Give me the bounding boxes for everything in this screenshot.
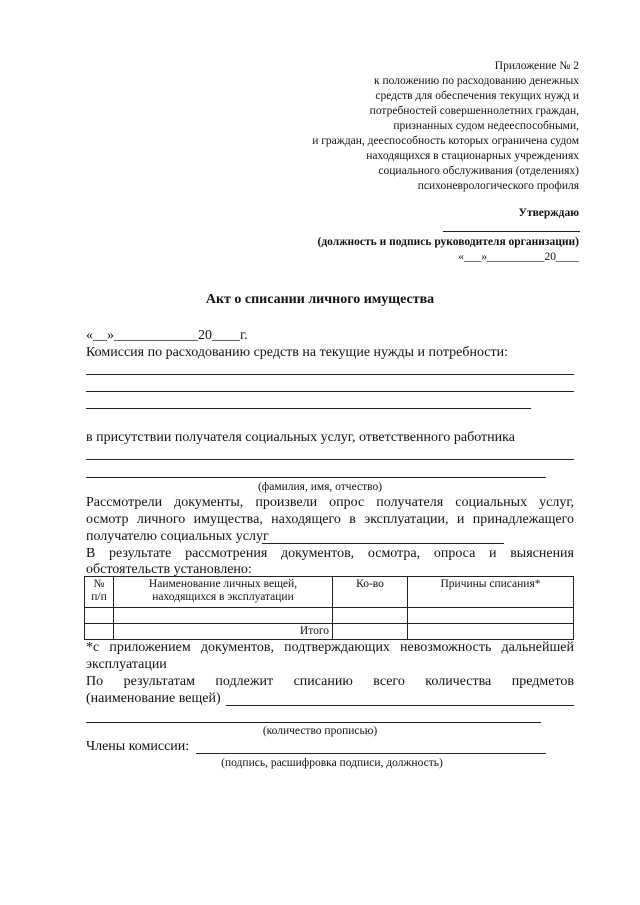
act-date: «__»____________20____г. <box>86 328 248 343</box>
footnote-line-2: эксплуатации <box>86 657 167 672</box>
header-num-line: п/п <box>91 591 107 603</box>
table-header-row <box>85 577 574 608</box>
blank-line <box>86 722 541 723</box>
reviewed-line-2: осмотр личного имущества, находящего в эксплуатации, и принадлежащего <box>86 512 574 527</box>
appendix-line: признанных судом недееспособными, <box>393 120 579 132</box>
writeoff-line-2: (наименование вещей) <box>86 691 221 706</box>
blank-line <box>86 374 574 375</box>
appendix-line: потребностей совершеннолетних граждан, <box>369 105 579 117</box>
blank-line <box>86 459 574 460</box>
document-title: Акт о списании личного имущества <box>205 292 435 307</box>
reviewed-line-1: Рассмотрели документы, произвели опрос получателя социальных услуг, <box>86 495 574 510</box>
members-signature-line <box>196 753 546 754</box>
table-cell <box>85 624 114 640</box>
header-name <box>114 577 333 608</box>
reviewed-line-3: получателю социальных услуг <box>86 529 269 544</box>
items-table <box>84 576 574 640</box>
blank-line <box>262 543 504 544</box>
total-label: Итого <box>114 624 333 640</box>
result-line-1: В результате рассмотрения документов, осмотра, опроса и выяснения <box>86 546 574 561</box>
presence-line: в присутствии получателя социальных услуг, ответственного работника <box>86 430 515 445</box>
appendix-line: социального обслуживания (отделениях) <box>378 165 579 177</box>
commission-line: Комиссия по расходованию средств на текущие нужды и потребности: <box>86 345 509 360</box>
header-num <box>85 577 114 608</box>
header-qty: Ко-во <box>333 577 408 608</box>
header-reason: Причины списания* <box>408 577 574 608</box>
table-row <box>85 608 574 624</box>
table-cell <box>333 608 408 624</box>
members-label: Члены комиссии: <box>86 739 190 754</box>
table-total-row <box>85 624 574 640</box>
blank-line <box>86 477 546 478</box>
table-cell <box>85 608 114 624</box>
appendix-line: и граждан, дееспособность которых ограничена судом <box>312 135 579 147</box>
table-cell <box>114 608 333 624</box>
appendix-line: Приложение № 2 <box>494 60 579 72</box>
qty-caption: (количество прописью) <box>262 725 378 737</box>
footnote-line-1: *с приложением документов, подтверждающих невозможность дальнейшей <box>86 640 574 655</box>
header-name-line: находящихся в эксплуатации <box>152 591 294 603</box>
result-line-2: обстоятельств установлено: <box>86 562 252 577</box>
appendix-line: психоневрологического профиля <box>417 180 579 192</box>
approval-signature-line <box>443 231 580 232</box>
table-cell <box>333 624 408 640</box>
approval-caption: (должность и подпись руководителя организации) <box>317 236 579 248</box>
appendix-line: средств для обеспечения текущих нужд и <box>375 90 579 102</box>
appendix-line: находящихся в стационарных учреждениях <box>366 150 579 162</box>
blank-line <box>86 391 574 392</box>
approval-date: «___»__________20____ <box>458 251 579 263</box>
appendix-line: к положению по расходованию денежных <box>374 75 579 87</box>
table-cell <box>408 624 574 640</box>
approval-title: Утверждаю <box>518 207 579 219</box>
members-caption: (подпись, расшифровка подписи, должность) <box>221 757 443 769</box>
blank-line <box>86 408 531 409</box>
header-num-line: № <box>93 578 105 590</box>
table-cell <box>408 608 574 624</box>
blank-line <box>226 705 574 706</box>
fio-caption: (фамилия, имя, отчество) <box>257 481 383 493</box>
header-name-line: Наименование личных вещей, <box>148 578 298 590</box>
writeoff-line-1: По результатам подлежит списанию всего количества предметов <box>86 674 574 689</box>
